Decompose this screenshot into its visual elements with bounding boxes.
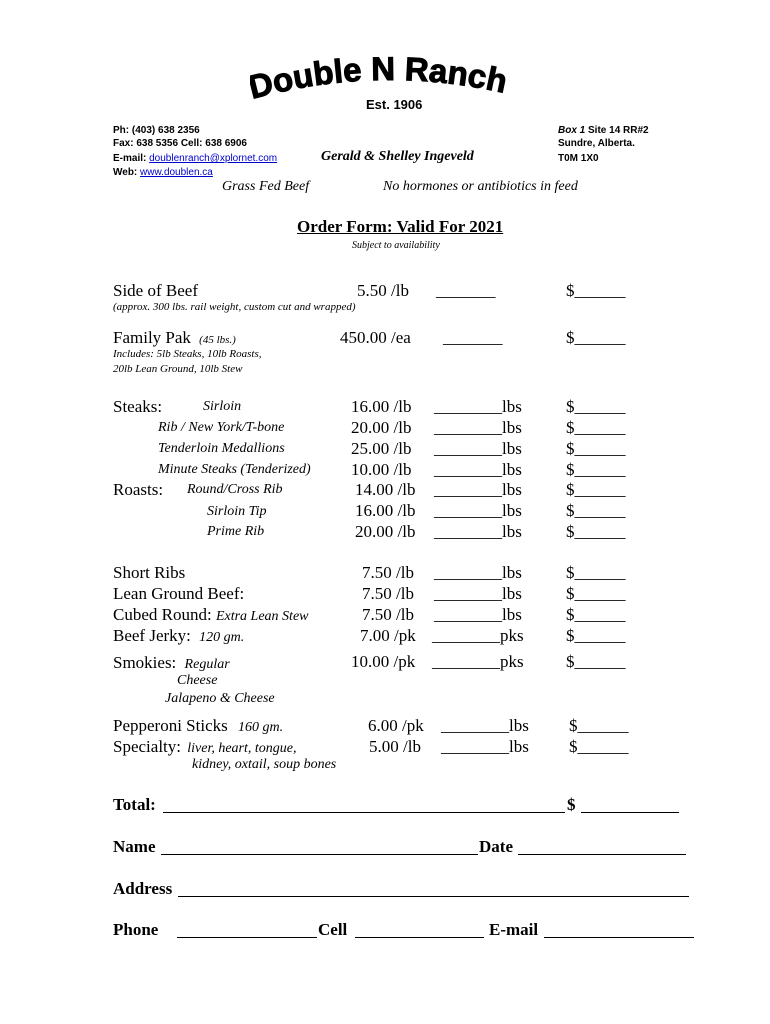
product-total[interactable]: $______ [566,584,626,603]
email-label: E-mail: [113,153,147,164]
specialty-detail: liver, heart, tongue, [187,741,297,756]
smokies-name: Smokies: [113,653,177,672]
fax-cell-number: Fax: 638 5356 Cell: 638 6906 [113,138,247,149]
cell-label: Cell [318,920,348,939]
cut-qty[interactable]: ________lbs [434,439,522,458]
product-qty[interactable]: ________lbs [434,563,522,582]
product-total[interactable]: $______ [566,626,626,645]
steaks-label: Steaks: [113,397,163,416]
cut-qty[interactable]: ________lbs [434,501,522,520]
pepperoni-name: Pepperoni Sticks [113,716,228,735]
product-name: Short Ribs [113,563,186,582]
specialty-qty[interactable]: ________lbs [441,737,529,756]
product-detail: 120 gm. [199,630,245,645]
phone-label: Phone [113,920,159,939]
family-pak-qty[interactable]: _______ [443,328,503,347]
smokies-variant: Jalapeno & Cheese [165,691,275,706]
cut-total[interactable]: $______ [566,480,626,499]
product-line-jerky [113,626,244,646]
web-line [113,167,213,178]
product-qty[interactable]: ________lbs [434,584,522,603]
family-pak-includes-2: 20lb Lean Ground, 10lb Stew [113,363,243,375]
phone-number: Ph: (403) 638 2356 [113,125,200,136]
cut-total[interactable]: $______ [566,460,626,479]
pepperoni-line [113,716,283,736]
established-year: Est. 1906 [366,97,423,112]
product-price: 7.50 /lb [362,563,414,582]
smokies-total[interactable]: $______ [566,652,626,671]
smokies-price: 10.00 /pk [351,652,416,671]
cut-total[interactable]: $______ [566,397,626,416]
side-of-beef-qty[interactable]: _______ [436,281,496,300]
name-field[interactable] [161,839,478,855]
family-pak-total[interactable]: $______ [566,328,626,347]
specialty-total[interactable]: $______ [569,737,629,756]
name-label: Name [113,837,156,856]
smokies-variant: Regular [184,657,230,672]
pepperoni-qty[interactable]: ________lbs [441,716,529,735]
tagline-no-hormones: No hormones or antibiotics in feed [383,179,578,194]
email-field[interactable] [544,922,694,938]
smokies-variant: Cheese [177,673,218,688]
pepperoni-total[interactable]: $______ [569,716,629,735]
cut-total[interactable]: $______ [566,439,626,458]
address-label: Address [113,879,173,898]
web-label: Web: [113,167,138,178]
cut-name: Prime Rib [207,524,265,539]
product-qty[interactable]: ________pks [432,626,524,645]
cut-total[interactable]: $______ [566,522,626,541]
tagline-grass-fed: Grass Fed Beef [222,179,310,194]
total-line-field[interactable] [163,797,565,813]
pepperoni-price: 6.00 /pk [368,716,424,735]
product-name: Cubed Round: [113,605,212,624]
specialty-detail: kidney, oxtail, soup bones [192,757,337,772]
cut-qty[interactable]: ________lbs [434,397,522,416]
product-qty[interactable]: ________lbs [434,605,522,624]
cut-price: 25.00 /lb [351,439,412,458]
cut-qty[interactable]: ________lbs [434,522,522,541]
logo-text: ouble N Ranch [268,55,511,100]
smokies-qty[interactable]: ________pks [432,652,524,671]
side-of-beef-name: Side of Beef [113,281,198,300]
phone-field[interactable] [177,922,317,938]
mailing-address-box [558,125,649,136]
smokies-line [113,653,230,673]
family-pak-line [113,328,236,348]
product-name: Lean Ground Beef: [113,584,245,603]
email-form-label: E-mail [489,920,539,939]
cut-total[interactable]: $______ [566,501,626,520]
specialty-line [113,737,297,757]
date-field[interactable] [518,839,686,855]
side-of-beef-total[interactable]: $______ [566,281,626,300]
product-name: Beef Jerky: [113,626,191,645]
web-link[interactable]: www.doublen.ca [140,167,213,178]
product-price: 7.50 /lb [362,584,414,603]
cut-price: 16.00 /lb [355,501,416,520]
cut-price: 16.00 /lb [351,397,412,416]
address-field[interactable] [178,881,689,897]
cell-field[interactable] [355,922,484,938]
total-dollar-sign: $ [567,795,576,814]
roasts-label: Roasts: [113,480,164,499]
product-total[interactable]: $______ [566,563,626,582]
order-form-subtitle: Subject to availability [352,240,440,251]
cut-price: 10.00 /lb [351,460,412,479]
order-form-title: Order Form: Valid For 2021 [297,217,504,236]
product-price: 7.50 /lb [362,605,414,624]
side-of-beef-note: (approx. 300 lbs. rail weight, custom cut and wrapped) [113,301,356,313]
cut-qty[interactable]: ________lbs [434,480,522,499]
pepperoni-weight: 160 gm. [238,720,284,735]
product-line-cubed [113,605,309,625]
cut-name: Round/Cross Rib [187,482,283,497]
side-of-beef-price: 5.50 /lb [357,281,409,300]
family-pak-name: Family Pak [113,328,191,347]
email-link[interactable]: doublenranch@xplornet.com [149,153,278,164]
total-amount-field[interactable] [581,797,679,813]
cut-qty[interactable]: ________lbs [434,418,522,437]
specialty-price: 5.00 /lb [369,737,421,756]
family-pak-includes-1: Includes: 5lb Steaks, 10lb Roasts, [113,348,262,360]
address-box: Box 1 [558,125,586,136]
cut-total[interactable]: $______ [566,418,626,437]
address-town: Sundre, Alberta. [558,138,635,149]
address-site: Site 14 RR#2 [585,125,649,136]
cut-name: Minute Steaks (Tenderized) [158,462,311,477]
cut-name: Sirloin Tip [207,504,267,519]
cut-price: 14.00 /lb [355,480,416,499]
cut-qty[interactable]: ________lbs [434,460,522,479]
date-label: Date [479,837,513,856]
owners-name: Gerald & Shelley Ingeveld [321,149,474,164]
family-pak-weight: (45 lbs.) [199,334,236,346]
total-label: Total: [113,795,156,814]
family-pak-price: 450.00 /ea [340,328,411,347]
cut-name: Rib / New York/T-bone [158,420,285,435]
postal-code: T0M 1X0 [558,153,599,164]
cut-name: Sirloin [203,399,242,414]
product-total[interactable]: $______ [566,605,626,624]
cut-price: 20.00 /lb [355,522,416,541]
product-price: 7.00 /pk [360,626,416,645]
specialty-name: Specialty: [113,737,181,756]
cut-name: Tenderloin Medallions [158,441,285,456]
email-line [113,153,277,164]
cut-price: 20.00 /lb [351,418,412,437]
product-detail: Extra Lean Stew [215,609,309,624]
